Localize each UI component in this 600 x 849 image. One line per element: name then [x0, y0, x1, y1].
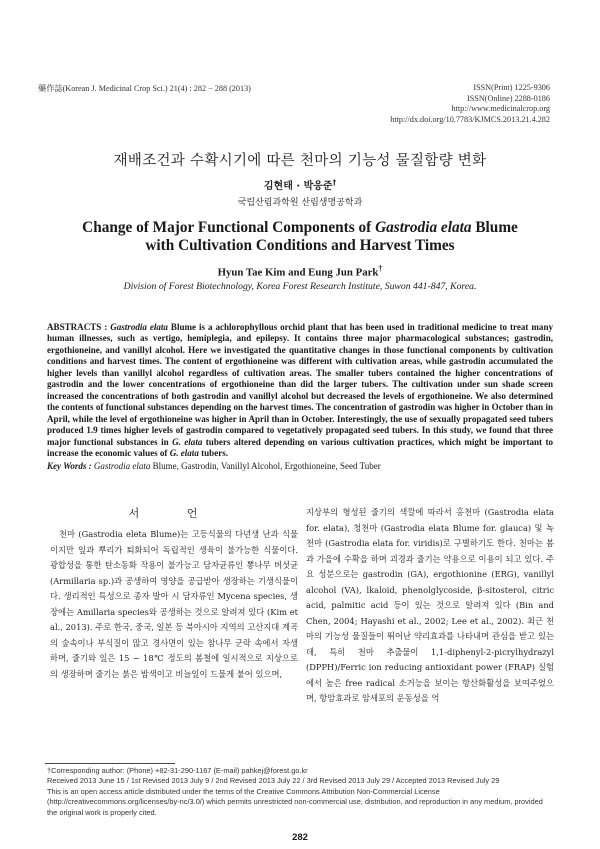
english-authors [0, 264, 600, 279]
issn-print: ISSN(Print) 1225-9306 [473, 83, 550, 92]
page-number: 282 [292, 832, 308, 843]
english-title [0, 219, 600, 255]
corresponding-author: †Corresponding author: (Phone) +82-31-290-1167 (E-mail) pahkej@forest.go.kr [47, 766, 308, 775]
abstract-label: ABSTRACTS : [47, 322, 111, 332]
journal-citation: 藥作誌(Korean J. Medicinal Crop Sci.) 21(4) : 282 − 288 (2013) [38, 84, 251, 93]
english-affiliation: Division of Forest Biotechnology, Korea Forest Research Institute, Suwon 441-847, Korea. [123, 281, 477, 292]
journal-info [390, 83, 550, 125]
korean-authors [0, 177, 600, 192]
english-author-names: Hyun Tae Kim and Eung Jun Park [217, 266, 379, 279]
body-column-left: 천마 (Gastrodia eleta Blume)는 고등식물의 다년생 난과 식물이지만 잎과 뿌리가 퇴화되어 독립적인 생육이 불가능한 식물이다. 광합성을 통한 탄소동화 작용이 불가능고 담자균류인 뽕나무 버섯균 (Armillaria sp.)과 공생하여 영양을 공급받아 생장하는 기생식물이다. 생리적인 특성으로 종자 발아 시 담자류인 Mycena species, 생장에는 Amillaria species와 공생하는 것으로 알려져 있다 (Kim et al., 2013). 주로 한국, 중국, 일본 등 북아시아 지역의 고산지대 계곡의 숲속이나 부식질이 많고 경사면이 있는 참나무 군락 속에서 자생하며, 줄기와 잎은 15 − 18℃ 정도의 봄철에 일시적으로 지상으로의 생장하며 줄기는 붉은 밤색이고 비늘잎이 드물게 붙어 있으며, [50, 529, 298, 679]
abstract: ABSTRACTS : Gastrodia elata Blume is a achlorophyllous orchid plant that has been used in traditional medicine to treat many human illnesses, such as vertigo, hemiplegia, and epilepsy. It contains three major pharmacological substances; gastrodin, ergothioneine, and vanillyl alcohol. Here we investigated the quantitative changes in those functional components by cultivation conditions and harvest times. The content of ergothioneine was different with cultivation areas, while gastrodin accumulated the higher levels than vanillyl alcohol regardless of cultivation areas. The smaller tubers contained the higher concentrations of gastrodin and the lower concentrations of ergothioneine than did the larger tubers. The cultivation under sun shade screen increased the concentrations of both gastrodin and vanillyl alcohol but decreased the levels of ergothioneine. We also determined the contents of functional substances depending on the harvest times. The concentration of gastrodin was higher in October than in April, while the level of ergothioneine was higher in April than in October. Interestingly, the use of sexually propagated seed tubers produced 1.9 times higher levels of gastrodin compared to vegetatively propagated seed tubers. In this study, we found that three major functional substances in G. elata tubers altered depending on various cultivation practices, which might be important to increase the economic values of G. elata tubers. [47, 322, 553, 458]
footnote [47, 766, 553, 818]
korean-affiliation: 국립산림과학원 산림생명공학과 [237, 198, 363, 208]
issn-online: ISSN(Online) 2288-0186 [466, 93, 550, 103]
english-title-line1: Change of Major Functional Components of Gastrodia elata Blume [82, 219, 518, 236]
english-title-line2: with Cultivation Conditions and Harvest Times [145, 237, 455, 254]
korean-author-names: 김현태 · 박응준 [263, 181, 333, 192]
korean-title: 재배조건과 수확시기에 따른 천마의 기능성 물질함량 변화 [113, 153, 487, 169]
doi-link[interactable]: http://dx.doi.org/10.7783/KJMCS.2013.21.4.282 [390, 114, 550, 124]
journal-website-link[interactable]: http://www.medicinalcrop.org [451, 104, 550, 114]
body-column-right: 지상부의 형성된 줄기의 색깔에 따라서 홍천마 (Gastrodia elata for. elata), 청천마 (Gastrodia elata Blume for. glauca) 및 녹천마 (Gastrodia elata for. viridis)로 구별하기도 한다. 천마는 봄과 가을에 수확을 하며 괴경과 줄기는 약용으로 이용이 되고 있다. 주요 성분으로는 gastrodin (GA), ergothionine (ERG), vanillyl alcohol (VA), lkaloid, phenolglycoside, β-sitosterol, citric acid, palmitic acid 등이 있는 것으로 알려져 있다 (Bin and Chen, 2004; Hayashi et al., 2002; Lee et al., 2002). 최근 천마의 기능성 물질들이 뛰어난 약리효과를 나타내며 관심을 받고 있는데, 특히 천마 추출물이 1,1-diphenyl-2-picrylhydrazyl (DPPH)/Ferric ion reducing antioxidant power (FRAP) 실험에서 높은 free radical 소거능을 보이는 항산화활성을 보여주었으며, 항암효과로 암세포의 운동성을 억 [306, 507, 554, 703]
korean-dagger: † [332, 178, 337, 187]
keywords-label: Key Words : [47, 461, 94, 471]
footnote-divider [45, 763, 175, 764]
license-statement: This is an open access article distributed under the terms of the Creative Commons Attribution Non-Commercial License (http://creativecommons.org/licenses/by-nc/3.0/) which permits unrestricted non-commercial use, distribution, and reproduction in any medium, provided the original work is properly cited. [47, 786, 543, 817]
received-dates: Received 2013 June 15 / 1st Revised 2013 July 9 / 2nd Revised 2013 July 22 / 3rd Revised 2013 July 29 / Accepted 2013 Revised July 29 [47, 776, 500, 786]
keywords: Key Words : Gastrodia elata Blume, Gastrodin, Vanillyl Alcohol, Ergothioneine, Seed Tuber [47, 461, 381, 471]
section-heading-introduction: 서 언 [128, 507, 220, 520]
english-dagger: † [378, 264, 383, 273]
